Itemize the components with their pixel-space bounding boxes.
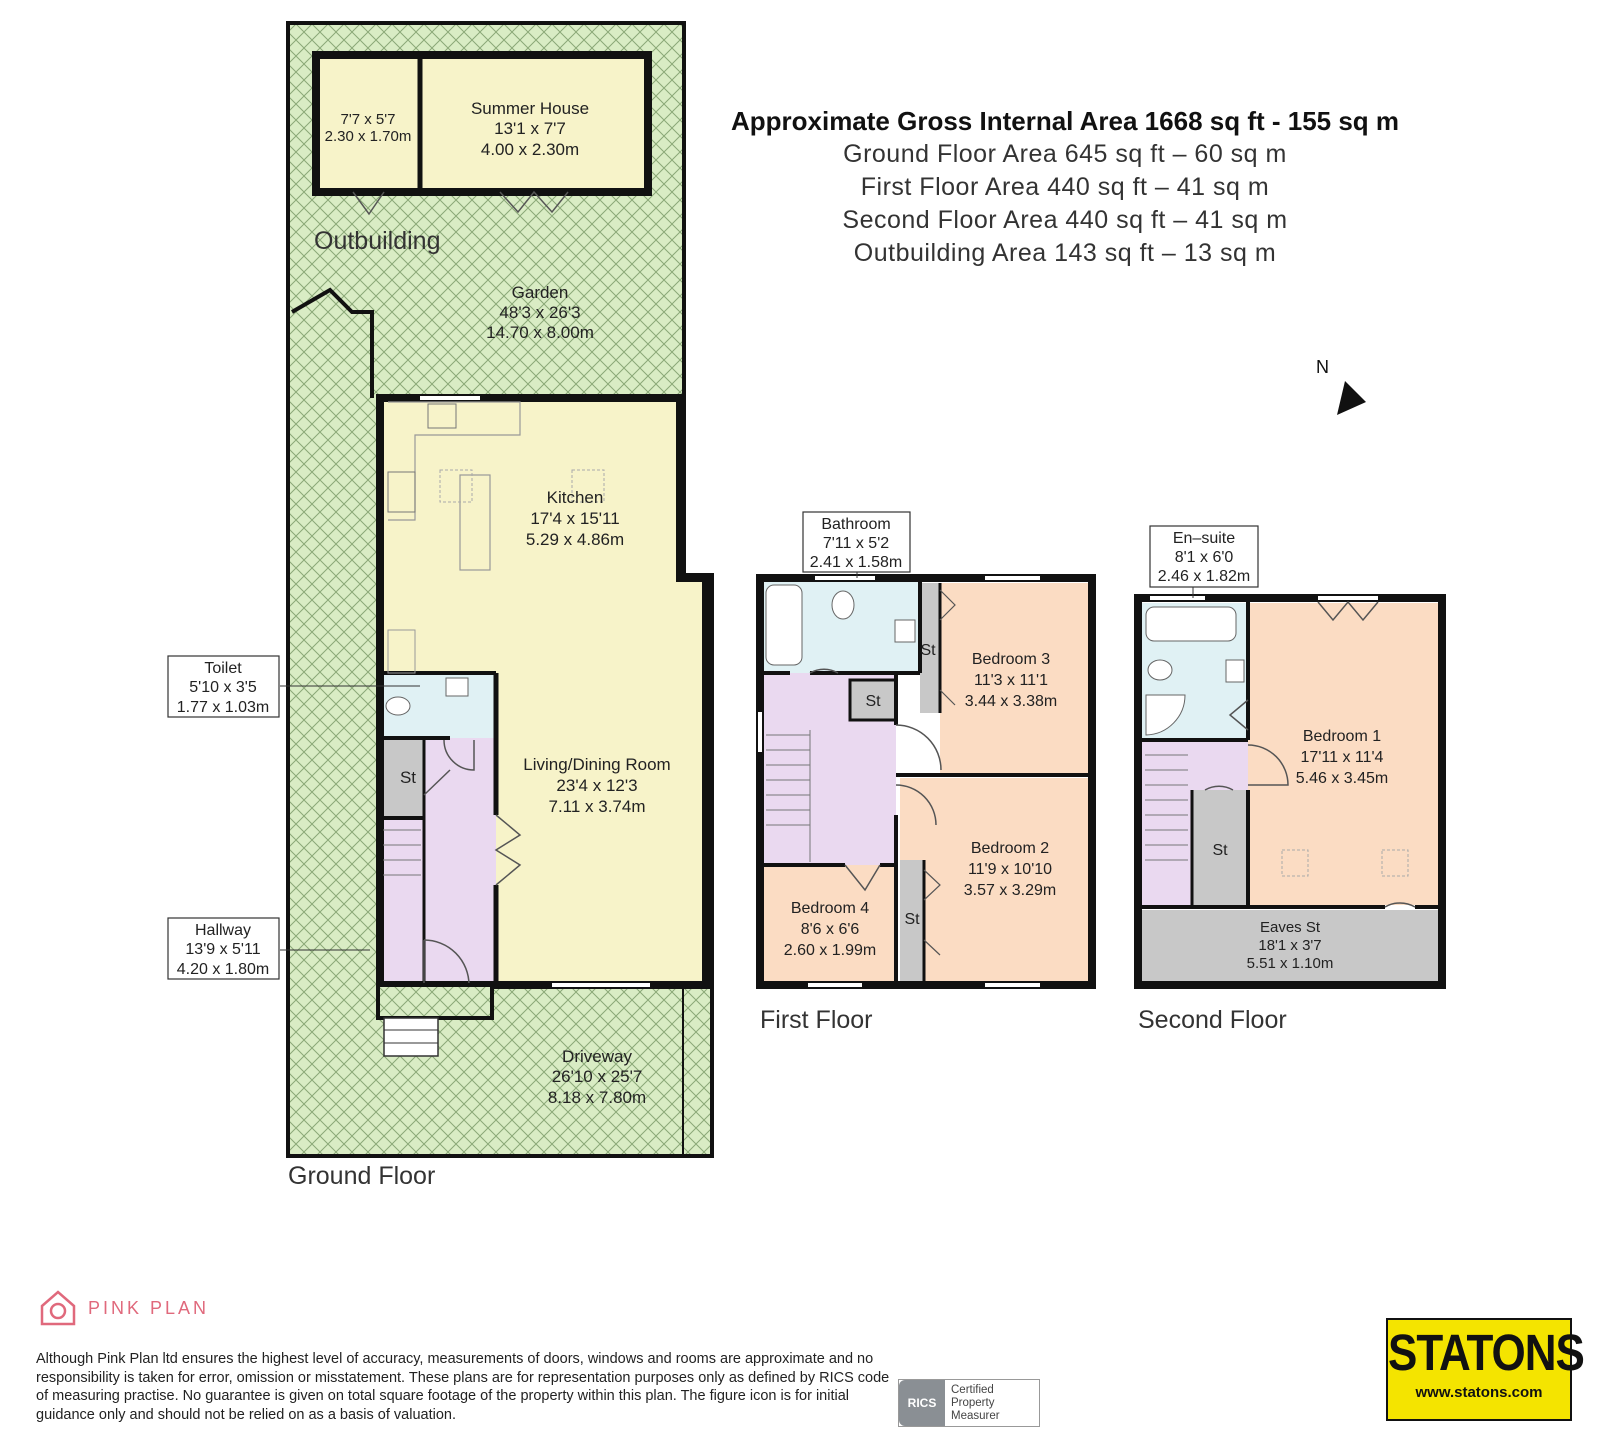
disclaimer-text: Although Pink Plan ltd ensures the highest level of accuracy, measurements of doors, windows and rooms are approximate and no responsibility is taken for error, omission or misstatement. These plans are for representation purposes only as defined by RICS code of measuring practise. No guarantee is given on total square footage of the property within this plan. The figure icon is for initial guidance only and should not be relied on as a basis of valuation.	[36, 1351, 890, 1423]
bedroom3-dim-metric: 3.44 x 3.38m	[964, 693, 1058, 710]
gross-area-title: Approximate Gross Internal Area 1668 sq ft - 155 sq m	[730, 106, 1400, 136]
ground-floor-plan	[168, 23, 712, 1156]
pink-plan-name: PINK PLAN	[88, 1297, 210, 1318]
statons-url: www.statons.com	[1415, 1384, 1543, 1401]
garden-dim-imperial: 48'3 x 26'3	[499, 303, 581, 322]
bedroom4-dim-imperial: 8'6 x 6'6	[800, 921, 860, 938]
bedroom3-name: Bedroom 3	[971, 651, 1051, 668]
bedroom2-dim-imperial: 11'9 x 10'10	[967, 861, 1053, 878]
kitchen-dim-imperial: 17'4 x 15'11	[530, 509, 620, 528]
second-floor-label: Second Floor	[1138, 1006, 1287, 1034]
bathroom-name: Bathroom	[821, 516, 891, 533]
statons-logo	[1386, 1318, 1584, 1421]
bedroom2-room	[900, 778, 1088, 983]
bedroom1-dim-metric: 5.46 x 3.45m	[1295, 770, 1389, 787]
kitchen-dim-metric: 5.29 x 4.86m	[525, 530, 625, 549]
bedroom4-name: Bedroom 4	[790, 900, 870, 917]
hallway-name: Hallway	[194, 922, 252, 939]
toilet-dim-imperial: 5'10 x 3'5	[189, 679, 257, 696]
hallway-dim-metric: 4.20 x 1.80m	[176, 961, 270, 978]
ground-floor-area: Ground Floor Area 645 sq ft – 60 sq m	[843, 140, 1287, 168]
summer-house-dim-imperial: 13'1 x 7'7	[494, 119, 566, 138]
ensuite-dim-metric: 2.46 x 1.82m	[1157, 568, 1251, 585]
living-name: Living/Dining Room	[523, 755, 671, 774]
summer-house-dim-metric: 4.00 x 2.30m	[480, 140, 580, 159]
bedroom2-dim-metric: 3.57 x 3.29m	[963, 882, 1057, 899]
rics-certified-text: Certified Property Measurer	[951, 1383, 1000, 1422]
garden-dim-metric: 14.70 x 8.00m	[486, 323, 594, 342]
ground-store-label: St	[399, 768, 417, 787]
hallway-dim-imperial: 13'9 x 5'11	[185, 941, 261, 958]
statons-name: STATONS	[1388, 1325, 1584, 1382]
summer-house-name: Summer House	[470, 99, 590, 118]
garden-name: Garden	[511, 283, 569, 302]
first-store-label-c: St	[904, 911, 920, 928]
driveway-dim-imperial: 26'10 x 25'7	[551, 1067, 643, 1086]
ensuite-name: En–suite	[1172, 530, 1236, 547]
north-arrow-icon	[1316, 357, 1366, 415]
driveway-dim-metric: 8.18 x 7.80m	[547, 1088, 647, 1107]
bedroom3-dim-imperial: 11'3 x 11'1	[973, 672, 1049, 689]
store-room-dim-metric: 2.30 x 1.70m	[324, 128, 412, 145]
pink-plan-house-icon	[38, 1288, 78, 1328]
rics-logo: RICS	[899, 1380, 945, 1426]
toilet-dim-metric: 1.77 x 1.03m	[176, 699, 270, 716]
ground-floor-label: Ground Floor	[288, 1162, 436, 1190]
first-floor-area: First Floor Area 440 sq ft – 41 sq m	[860, 173, 1270, 201]
living-dim-metric: 7.11 x 3.74m	[548, 797, 646, 816]
living-dim-imperial: 23'4 x 12'3	[556, 776, 638, 795]
bedroom4-dim-metric: 2.60 x 1.99m	[783, 942, 877, 959]
bedroom1-dim-imperial: 17'11 x 11'4	[1300, 749, 1384, 766]
first-floor-label: First Floor	[760, 1006, 873, 1034]
first-store-label-a: St	[865, 693, 881, 710]
rics-badge	[898, 1379, 1040, 1427]
first-floor-plan	[760, 512, 1092, 985]
second-store-label: St	[1212, 842, 1228, 859]
compass-label: N	[1316, 357, 1329, 377]
eaves-name: Eaves St	[1259, 919, 1321, 936]
bathroom-dim-metric: 2.41 x 1.58m	[809, 554, 903, 571]
outbuilding-label: Outbuilding	[314, 227, 441, 255]
eaves-dim-imperial: 18'1 x 3'7	[1258, 937, 1322, 954]
first-store-label-b: St	[920, 642, 936, 659]
eaves-dim-metric: 5.51 x 1.10m	[1246, 955, 1334, 972]
second-floor-area: Second Floor Area 440 sq ft – 41 sq m	[842, 206, 1288, 234]
ensuite-dim-imperial: 8'1 x 6'0	[1174, 549, 1234, 566]
second-floor-plan	[1138, 526, 1442, 985]
toilet-name: Toilet	[204, 660, 242, 677]
bedroom1-name: Bedroom 1	[1302, 728, 1382, 745]
store-room-dim-imperial: 7'7 x 5'7	[340, 111, 396, 128]
bedroom2-name: Bedroom 2	[970, 840, 1050, 857]
driveway-name: Driveway	[562, 1047, 632, 1066]
kitchen-name: Kitchen	[546, 488, 604, 507]
outbuilding-area: Outbuilding Area 143 sq ft – 13 sq m	[853, 239, 1277, 267]
bathroom-dim-imperial: 7'11 x 5'2	[822, 535, 890, 552]
pink-plan-brand	[38, 1288, 209, 1328]
